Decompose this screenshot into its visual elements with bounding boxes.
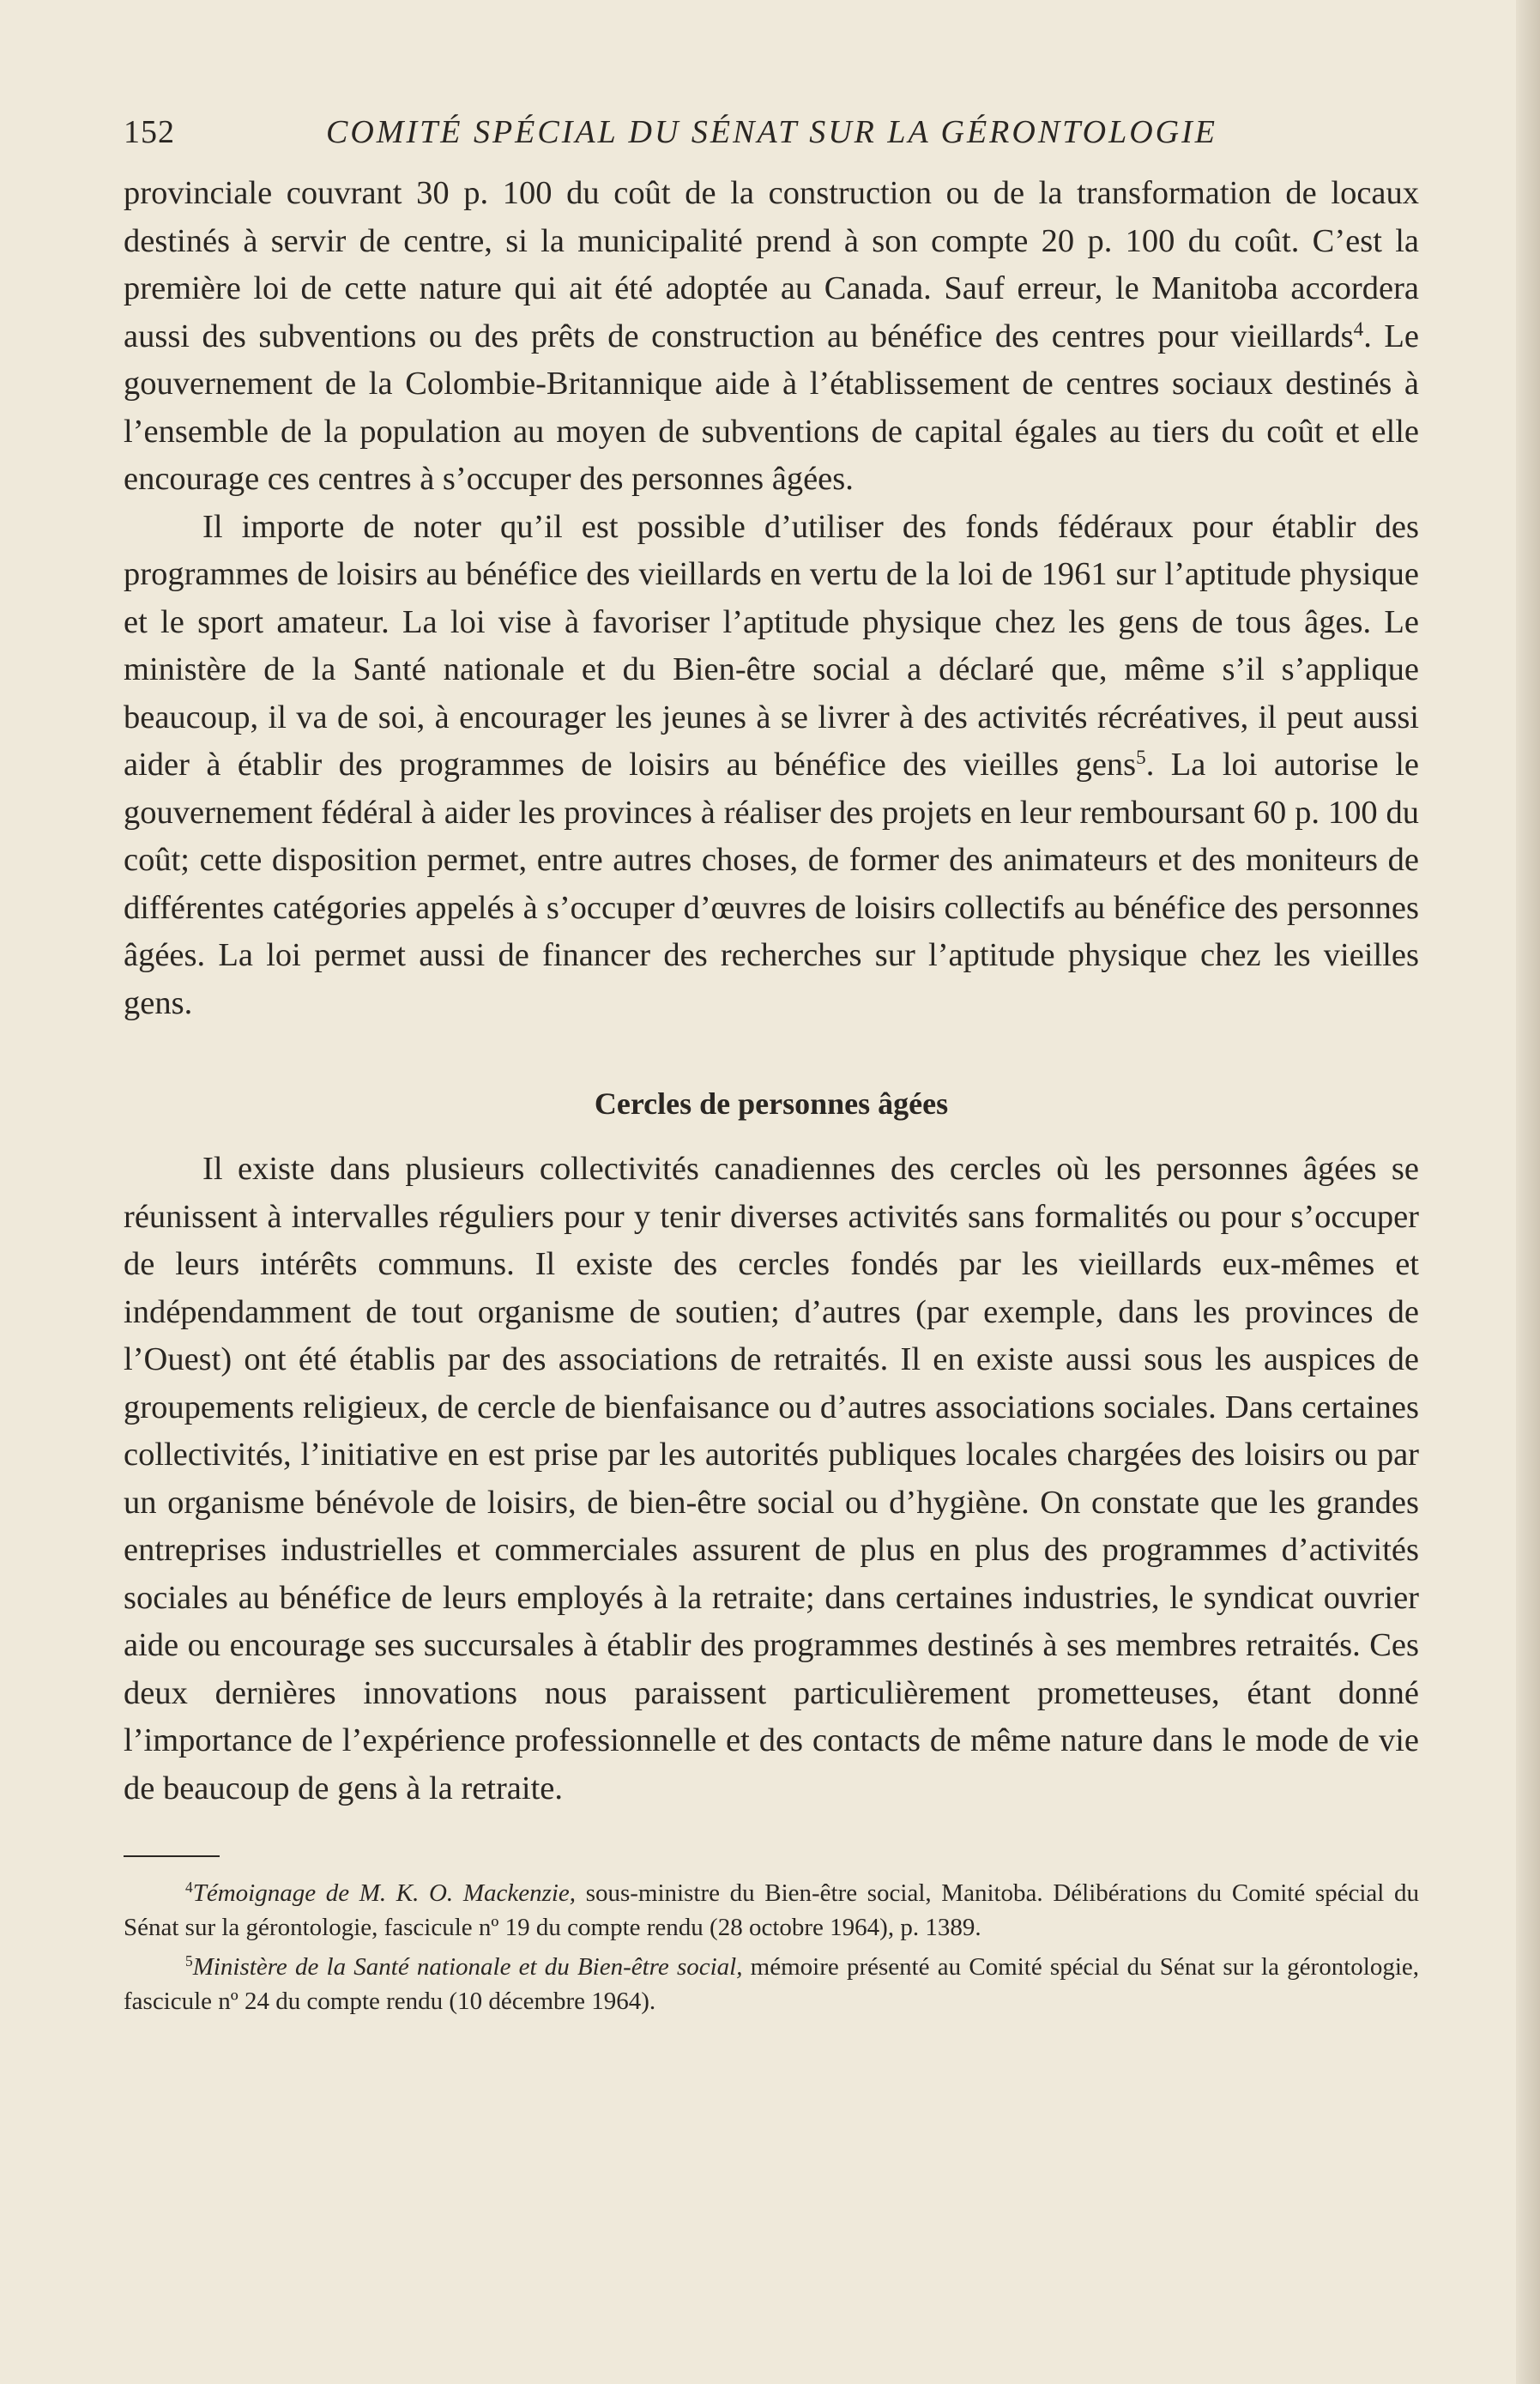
footnote-mark-5: 5 [185, 1952, 193, 1970]
footnote-divider [124, 1855, 220, 1857]
paragraph-2-text-a: Il importe de noter qu’il est possible d’utiliser des fonds fédéraux pour établir des programmes de loisirs au bénéfice des vieillards en vertu de la loi de 1961 sur l’aptitude physique et le sport amateur. La loi vise à favoriser l’aptitude physique chez les gens de tous âges. Le ministère de la Santé nationale et du Bien-être social a déclaré que, même s’il s’applique beaucoup, il va de soi, à encourager les jeunes à se livrer à des activités récréatives, il peut aussi aider à établir des programmes de loisirs au bénéfice des vieilles gens [124, 508, 1419, 783]
footnote-mark-4: 4 [185, 1879, 193, 1897]
footnote-5-source: Ministère de la Santé nationale et du Bien-être social, [192, 1953, 743, 1981]
paragraph-1-text-a: provinciale couvrant 30 p. 100 du coût de la construction ou de la transformation de locaux destinés à servir de centre, si la municipalité prend à son compte 20 p. 100 du coût. C’est la première loi de cette nature qui ait été adoptée au Canada. Sauf erreur, le Manitoba accordera aussi des subventions ou des prêts de construction au bénéfice des centres pour vieillards [124, 175, 1419, 354]
page-edge [1516, 0, 1540, 2384]
footnote-ref-5: 5 [1136, 746, 1146, 769]
section-heading: Cercles de personnes âgées [594, 1086, 949, 1121]
paragraph-1-text-b: . Le gouvernement de la Colombie-Britannique aide à l’établissement de centres sociaux destinés à l’ensemble de la population au moyen de subventions de capital égales au tiers du coût et elle encourage ces centres à s’occuper des personnes âgées. [124, 318, 1420, 497]
page-number: 152 [124, 114, 175, 150]
body-text [124, 170, 1419, 1812]
paragraph-3: Il existe dans plusieurs collectivités canadiennes des cercles où les personnes âgées se réunissent à intervalles réguliers pour y tenir diverses activités sans formalités ou pour s’occuper de leurs intérêts communs. Il existe des cercles fondés par les vieillards eux-mêmes et indépendamment de tout organisme de soutien; d’autres (par exemple, dans les provinces de l’Ouest) ont été établis par des associations de retraités. Il en existe aussi sous les auspices de groupements religieux, de cercle de bienfaisance ou d’autres associations sociales. Dans certaines collectivités, l’initiative en est prise par les autorités publiques locales chargées des loisirs ou par un organisme bénévole de loisirs, de bien-être social ou d’hygiène. On constate que les grandes entreprises industrielles et commerciales assurent de plus en plus des programmes d’activités sociales au bénéfice de leurs employés à la retraite; dans certaines industries, le syndicat ouvrier aide ou encourage ses succursales à établir des programmes destinés à ses membres retraités. Ces deux dernières innovations nous paraissent particulièrement prometteuses, étant donné l’importance de l’expérience professionnelle et des contacts de même nature dans le mode de vie de beaucoup de gens à la retraite. [124, 1151, 1419, 1806]
footnote-4-source: Témoignage de M. K. O. Mackenzie, [192, 1879, 577, 1907]
document-page [124, 103, 1419, 2018]
running-title: COMITÉ SPÉCIAL DU SÉNAT SUR LA GÉRONTOLOGIE [326, 114, 1217, 150]
footnote-5 [124, 1950, 1419, 2018]
paragraph-1 [124, 170, 1419, 504]
paragraph-2-text-b: . La loi autorise le gouvernement fédéral à aider les provinces à réaliser des projets en leur remboursant 60 p. 100 du coût; cette disposition permet, entre autres choses, de former des animateurs et des moniteurs de différentes catégories appelés à s’occuper d’œuvres de loisirs collectifs au bénéfice des personnes âgées. La loi permet aussi de financer des recherches sur l’aptitude physique chez les vieilles gens. [124, 747, 1419, 1021]
footnote-ref-4: 4 [1353, 317, 1364, 340]
footnotes [124, 1876, 1419, 2018]
running-head [124, 103, 1419, 154]
footnote-4-text: sous-ministre du Bien-être social, Manitoba. Délibérations du Comité spécial du Sénat sur la gérontologie, fascicule nº 19 du compte rendu (28 octobre 1964), p. 1389. [124, 1879, 1419, 1941]
footnote-5-text: mémoire présenté au Comité spécial du Sénat sur la gérontologie, fascicule nº 24 du compte rendu (10 décembre 1964). [124, 1953, 1419, 2015]
paragraph-2 [124, 504, 1419, 1028]
footnote-4 [124, 1876, 1419, 1945]
